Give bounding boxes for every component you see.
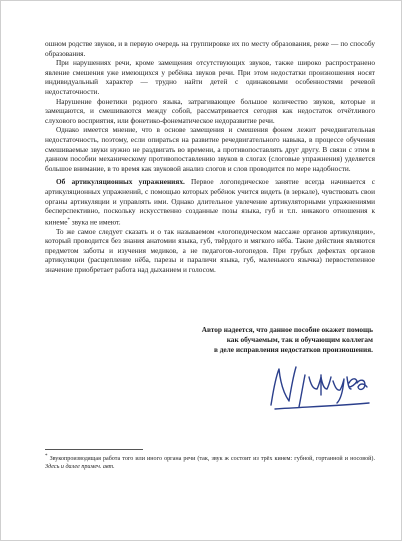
footnote-text: Звукопроизводящая работа того или иного органа речи (так, звук ж состоит из трёх кинем: губной, гортанной и носовой). [47, 456, 375, 462]
footnote [45, 455, 375, 472]
paragraph: При нарушениях речи, кроме замещения отсутствующих звуков, также широко распространено явление смешения уже имеющихся у ребёнка звуков речи. При этом недостатки произношения носят индивидуальный характер — трудно найти детей с одинаковыми особенностями речевой недостаточности. [45, 58, 375, 96]
articulation-paragraph [45, 177, 375, 226]
author-note-line: в деле исправления недостатков произношения. [213, 344, 373, 354]
author-note-line: Автор надеется, что данное пособие окажет помощь [201, 325, 373, 334]
main-text [45, 39, 375, 275]
author-note-line: как обучаемым, так и обучающим коллегам [226, 334, 373, 344]
paragraph-lead-heading: Об артикуляционных упражнениях. [56, 177, 185, 187]
author-note [151, 325, 373, 354]
paragraph: Однако имеется мнение, что в основе замещения и смешения фонем лежит речедвигательная недостаточность, поэтому, если опираться на развитие речедвигательного навыка, в процессе обучения смешиваемые звуки нужно не раздвигать во времени, а противопоставлять друг другу. В связи с этим в данном пособии механическому противопоставлению звуков в слогах (слоговые упражнения) уделяется большое внимание, в то время как звуковой анализ слогов и слов проводится по мере надобности. [45, 125, 375, 173]
handwritten-signature [265, 361, 373, 413]
footnote-mark: * [45, 453, 48, 459]
footnote-reference: * [67, 217, 70, 223]
paragraph: Нарушение фонетики родного языка, затрагивающее большое количество звуков, которые и замещаются, и смешиваются между собой, рассматривается сегодня как недостаток отчётливого слухового восприятия, или фонетико-фонематическое недоразвитие речи. [45, 96, 375, 125]
paragraph-text: Первое логопедическое занятие всегда начинается с артикуляционных упражнений, с помощью которых ребёнок учится видеть (в зеркале), чувствовать свои органы артикуляции и управлять ими. Однако длительное увлечение артикуляторными упражнениями бесперспективно, поскольку искусственно созданные позы языка, губ и т.п. никакого отношения к кинеме [45, 177, 375, 227]
paragraph: То же самое следует сказать и о так называемом «логопедическом массаже органов артикуляции», который проводится без знания анатомии языка, губ, твёрдого и мягкого нёба. Такие действия являются предметом заботы и изучения медиков, а не педагогов-логопедов. При грубых дефектах органов артикуляции (расщепление нёба, парезы и параличи языка, губ, маленького язычка) первостепенное значение приобретает работа над дыханием и голосом. [45, 226, 375, 275]
paragraph-text-end: звука не имеют. [69, 217, 121, 227]
footnote-divider [45, 449, 143, 450]
paragraph: ошном родстве звуков, и в первую очередь на группировке их по месту образования, реже — по способу образования. [45, 39, 375, 58]
footnote-author-note: Здесь и далее примеч. авт. [45, 464, 115, 471]
